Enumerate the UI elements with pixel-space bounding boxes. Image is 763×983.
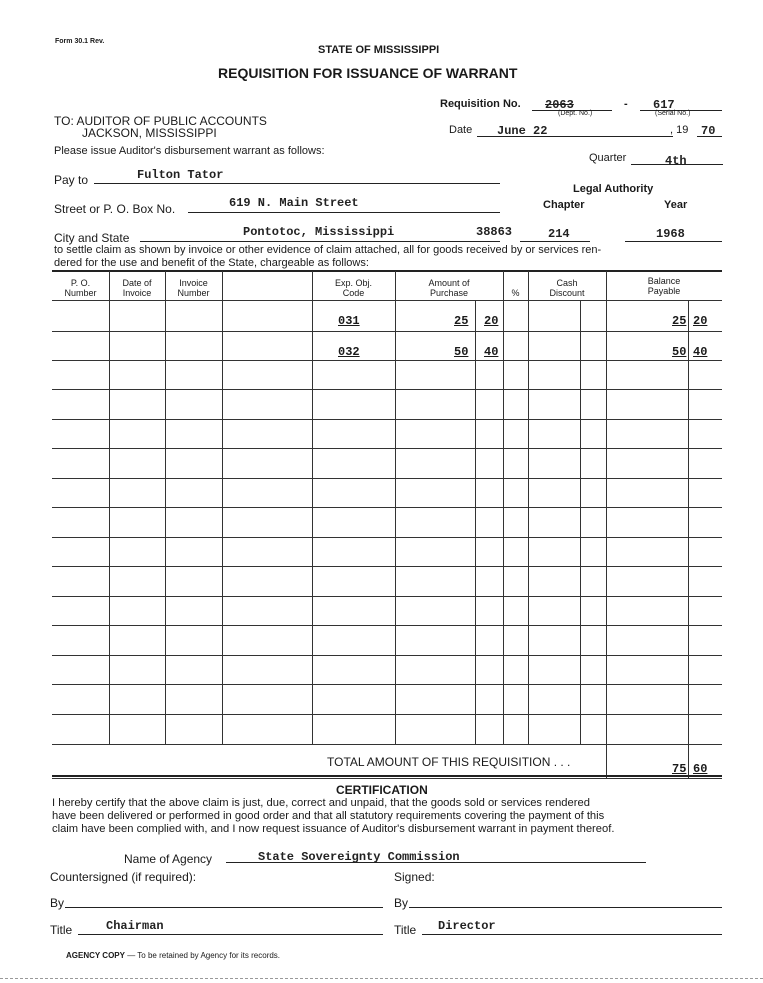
date-label: Date [449, 124, 473, 136]
row-2-balance-cents: 40 [693, 345, 708, 359]
left-title-label: Title [50, 923, 73, 937]
to-line-2: JACKSON, MISSISSIPPI [82, 126, 217, 140]
header-percent: % [511, 288, 520, 298]
header-cash-discount: Cash Discount [549, 278, 585, 298]
right-title-value: Director [438, 919, 496, 933]
quarter-value: 4th [665, 154, 687, 168]
legal-year-value: 1968 [656, 227, 685, 241]
certification-line-2: have been delivered or performed in good order and that all statutory requirements covering the payment of this [52, 810, 605, 822]
signed-label: Signed: [394, 870, 435, 884]
total-cents: 60 [693, 762, 708, 776]
pay-to-label: Pay to [54, 173, 89, 187]
year-value: 70 [701, 124, 716, 138]
row-1-balance-dollars: 25 [672, 314, 687, 328]
certification-line-1: I hereby certify that the above claim is just, due, correct and unpaid, that the goods sold or services rendered [52, 797, 590, 809]
state-title: STATE OF MISSISSIPPI [318, 44, 440, 56]
city-state-value: Pontotoc, Mississippi [243, 225, 395, 239]
city-state-label: City and State [54, 231, 130, 245]
countersigned-label: Countersigned (if required): [50, 870, 197, 884]
year-label: Year [664, 199, 688, 211]
street-value: 619 N. Main Street [229, 196, 359, 210]
dept-no-caption: (Dept. No.) [558, 110, 593, 117]
quarter-label: Quarter [589, 152, 627, 164]
to-line-1: TO: AUDITOR OF PUBLIC ACCOUNTS [54, 114, 267, 128]
zip-value: 38863 [476, 225, 513, 239]
footer-note: AGENCY COPY — To be retained by Agency for its records. [66, 951, 281, 960]
header-date-of-invoice: Date of Invoice [122, 278, 152, 298]
total-dollars: 75 [672, 762, 687, 776]
header-amount-of-purchase: Amount of Purchase [428, 278, 470, 298]
chapter-value: 214 [548, 227, 570, 241]
header-exp-obj-code: Exp. Obj. Code [334, 278, 372, 298]
left-by-label: By [50, 896, 65, 910]
row-1-amount-cents: 20 [484, 314, 499, 328]
form-number: Form 30.1 Rev. [55, 38, 105, 45]
settle-text-line-2: dered for the use and benefit of the State, chargeable as follows: [54, 257, 369, 269]
requisition-dash: - [624, 98, 628, 110]
left-title-value: Chairman [106, 919, 164, 933]
agency-label: Name of Agency [124, 852, 213, 866]
serial-no-value: 617 [653, 98, 675, 112]
agency-value: State Sovereignty Commission [258, 850, 460, 864]
settle-text-line-1: to settle claim as shown by invoice or other evidence of claim attached, all for goods received by or services ren- [54, 244, 602, 256]
header-po-number: P. O. Number [64, 278, 97, 298]
chapter-label: Chapter [543, 199, 585, 211]
row-1-code: 031 [338, 314, 360, 328]
date-value: June 22 [497, 124, 548, 138]
header-invoice-number: Invoice Number [177, 278, 210, 298]
total-label: TOTAL AMOUNT OF THIS REQUISITION . . . [327, 755, 571, 769]
row-2-amount-cents: 40 [484, 345, 499, 359]
right-title-label: Title [394, 923, 417, 937]
page-title: REQUISITION FOR ISSUANCE OF WARRANT [218, 65, 518, 81]
certification-line-3: claim have been complied with, and I now request issuance of Auditor's disbursement warrant in payment thereof. [52, 823, 615, 835]
row-1-balance-cents: 20 [693, 314, 708, 328]
row-1-amount-dollars: 25 [454, 314, 469, 328]
perforation-line [0, 978, 763, 979]
pay-to-value: Fulton Tator [137, 168, 224, 182]
row-2-code: 032 [338, 345, 360, 359]
legal-authority-title: Legal Authority [573, 183, 654, 195]
header-balance-payable: Balance Payable [647, 276, 681, 296]
requisition-label: Requisition No. [440, 98, 521, 110]
year-prefix: , 19 [670, 124, 689, 136]
instruction-text: Please issue Auditor's disbursement warrant as follows: [54, 145, 325, 157]
row-2-amount-dollars: 50 [454, 345, 469, 359]
street-label: Street or P. O. Box No. [54, 202, 176, 216]
dept-no-value: 2063 [545, 98, 574, 112]
serial-no-caption: (Serial No.) [655, 110, 691, 117]
certification-title: CERTIFICATION [336, 783, 428, 797]
row-2-balance-dollars: 50 [672, 345, 687, 359]
right-by-label: By [394, 896, 409, 910]
